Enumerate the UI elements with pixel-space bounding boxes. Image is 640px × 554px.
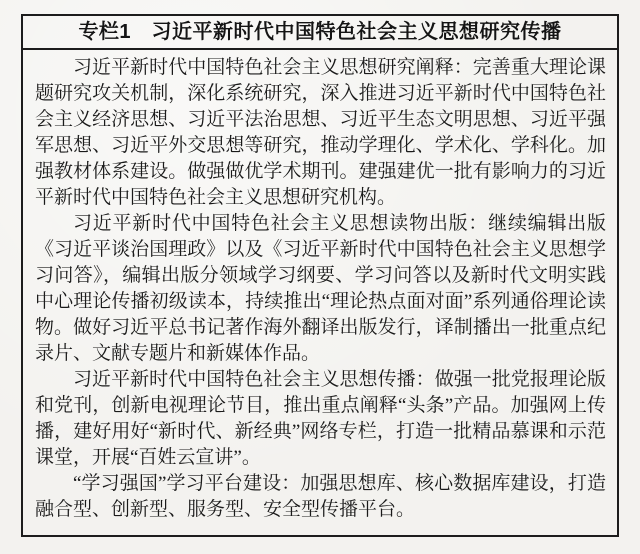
paragraph-thought-dissemination: 习近平新时代中国特色社会主义思想传播：做强一批党报理论版和党刊，创新电视理论节目，推出重点阐释“头条”产品。加强网上传播，建好用好“新时代、新经典”网络专栏，打造一批精品慕课和示范课堂，开展“百姓云宣讲”。 (35, 369, 606, 468)
paragraph-readings-publication: 习近平新时代中国特色社会主义思想读物出版：继续编辑出版《习近平谈治国理政》以及《习近平新时代中国特色社会主义思想学习问答》，编辑出版分领域学习纲要、学习问答以及新时代文明实践中心理论传播初级读本，持续推出“理论热点面对面”系列通俗理论读物。做好习近平总书记著作海外翻译出版发行，译制播出一批重点纪录片、文献专题片和新媒体作品。 (35, 213, 606, 364)
column-box (21, 14, 619, 537)
paragraph-xuexi-qiangguo-platform: “学习强国”学习平台建设：加强思想库、核心数据库建设，打造融合型、创新型、服务型、安全型传播平台。 (35, 473, 606, 520)
column-body (23, 50, 617, 523)
paragraph-research-interpretation: 习近平新时代中国特色社会主义思想研究阐释：完善重大理论课题研究攻关机制，深化系统研究，深入推进习近平新时代中国特色社会主义经济思想、习近平法治思想、习近平生态文明思想、习近平强军思想、习近平外交思想等研究，推动学理化、学术化、学科化。加强教材体系建设。做强做优学术期刊。建强建优一批有影响力的习近平新时代中国特色社会主义思想研究机构。 (35, 57, 606, 208)
column-title: 专栏1 习近平新时代中国特色社会主义思想研究传播 (23, 16, 617, 50)
